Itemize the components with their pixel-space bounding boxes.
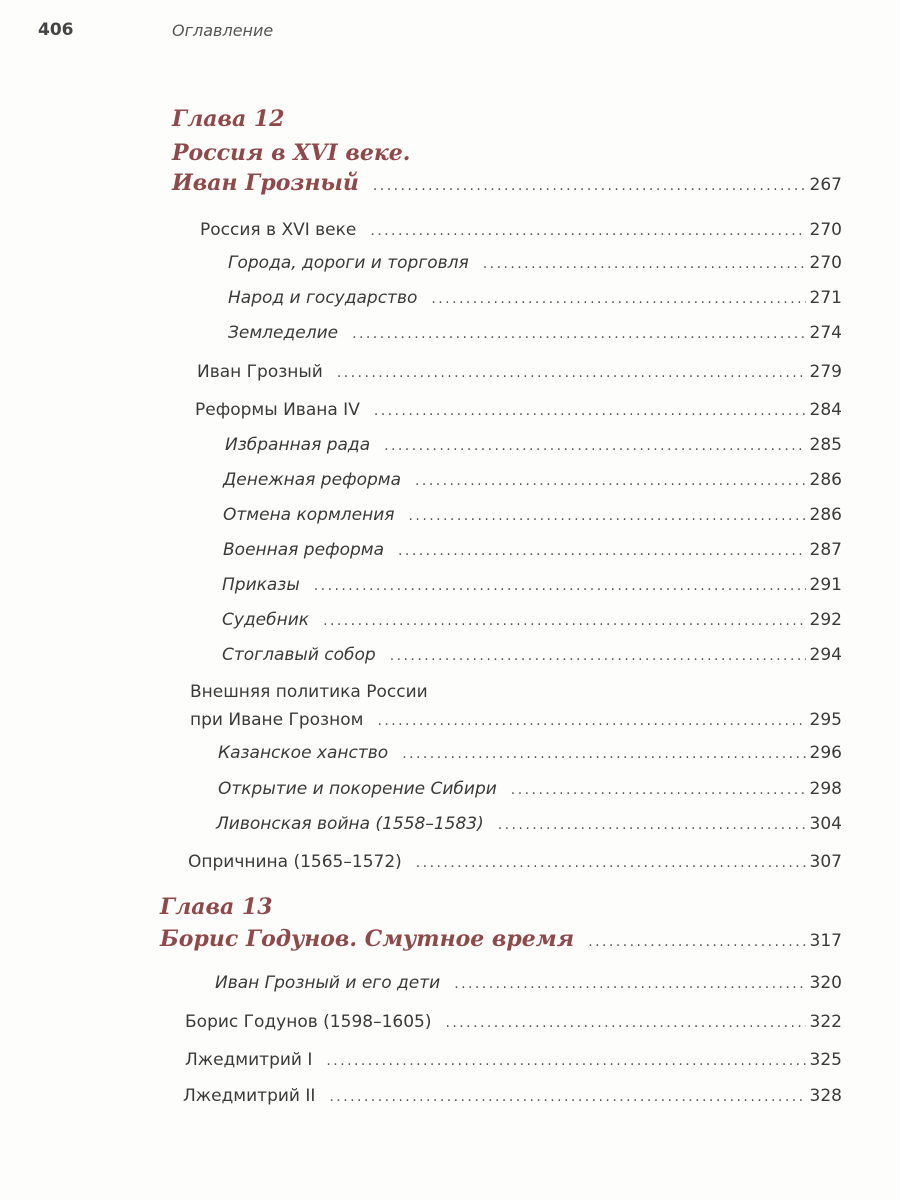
entry-page: 284	[809, 400, 842, 420]
toc-entry[interactable]	[185, 1011, 842, 1034]
toc-entry[interactable]	[197, 361, 842, 384]
dot-leader	[326, 1050, 805, 1072]
toc-entry[interactable]	[218, 742, 842, 765]
toc-entry[interactable]	[228, 322, 842, 345]
dot-leader	[409, 505, 806, 527]
toc-entry[interactable]	[195, 399, 842, 422]
entry-title: Иван Грозный	[197, 362, 323, 382]
entry-page: 320	[809, 973, 842, 993]
toc-entry[interactable]	[222, 644, 842, 667]
entry-page: 267	[809, 175, 842, 195]
toc-entry-chapter-13[interactable]	[160, 928, 842, 953]
entry-page: 328	[809, 1086, 842, 1106]
entry-page: 287	[809, 540, 842, 560]
entry-title: Военная реформа	[223, 540, 385, 560]
entry-title: Народ и государство	[228, 288, 418, 308]
entry-page: 298	[809, 779, 842, 799]
dot-leader	[445, 1012, 805, 1034]
entry-page: 279	[809, 362, 842, 382]
chapter-12-label: Глава 12	[172, 106, 285, 132]
dot-leader	[588, 931, 805, 953]
entry-title: Отмена кормления	[223, 505, 395, 525]
dot-leader	[498, 814, 806, 836]
dot-leader	[402, 743, 805, 765]
entry-title: Ливонская война (1558–1583)	[216, 814, 484, 834]
dot-leader	[384, 435, 805, 457]
entry-page: 291	[809, 575, 842, 595]
dot-leader	[415, 470, 806, 492]
entry-title: Лжедмитрий I	[185, 1050, 313, 1070]
toc-entry-chapter-12[interactable]	[172, 172, 842, 197]
entry-title: при Иване Грозном	[190, 710, 364, 730]
entry-page: 296	[809, 743, 842, 763]
entry-page: 294	[809, 645, 842, 665]
dot-leader	[352, 323, 805, 345]
toc-entry[interactable]	[190, 709, 842, 732]
dot-leader	[329, 1086, 805, 1108]
entry-title: Иван Грозный и его дети	[215, 973, 441, 993]
dot-leader	[390, 645, 806, 667]
dot-leader	[511, 779, 806, 801]
entry-page: 295	[809, 710, 842, 730]
entry-page: 292	[809, 610, 842, 630]
dot-leader	[373, 175, 806, 197]
dot-leader	[377, 710, 805, 732]
entry-title: Борис Годунов. Смутное время	[160, 926, 575, 952]
toc-entry[interactable]	[223, 469, 842, 492]
entry-page: 286	[809, 505, 842, 525]
entry-title: Казанское ханство	[218, 743, 389, 763]
dot-leader	[314, 575, 806, 597]
toc-entry[interactable]	[216, 813, 842, 836]
entry-page: 274	[809, 323, 842, 343]
entry-title: Денежная реформа	[223, 470, 402, 490]
entry-page: 285	[809, 435, 842, 455]
chapter-12-title-line1: Россия в XVI веке.	[172, 140, 411, 166]
dot-leader	[483, 253, 806, 275]
entry-title: Города, дороги и торговля	[228, 253, 469, 273]
entry-page: 317	[809, 931, 842, 951]
entry-title: Борис Годунов (1598–1605)	[185, 1012, 432, 1032]
dot-leader	[416, 852, 806, 874]
entry-page: 286	[809, 470, 842, 490]
entry-title: Опричнина (1565–1572)	[188, 852, 402, 872]
chapter-13-label: Глава 13	[160, 894, 273, 920]
dot-leader	[454, 973, 805, 995]
toc-entry[interactable]	[223, 504, 842, 527]
entry-page: 322	[809, 1012, 842, 1032]
dot-leader	[337, 362, 806, 384]
entry-page: 270	[809, 220, 842, 240]
dot-leader	[374, 400, 806, 422]
running-title: Оглавление	[172, 21, 274, 40]
toc-entry[interactable]	[200, 219, 842, 242]
toc-entry[interactable]	[225, 434, 842, 457]
toc-entry[interactable]	[222, 574, 842, 597]
entry-page: 304	[809, 814, 842, 834]
entry-title: Лжедмитрий II	[183, 1086, 316, 1106]
toc-entry[interactable]	[228, 252, 842, 275]
toc-entry[interactable]	[218, 778, 842, 801]
entry-page: 270	[809, 253, 842, 273]
toc-entry[interactable]	[185, 1049, 842, 1072]
entry-title: Иван Грозный	[172, 170, 359, 196]
entry-page: 271	[809, 288, 842, 308]
entry-title: Реформы Ивана IV	[195, 400, 360, 420]
toc-entry[interactable]	[223, 539, 842, 562]
entry-title: Приказы	[222, 575, 300, 595]
entry-title: Стоглавый собор	[222, 645, 376, 665]
entry-title: Открытие и покорение Сибири	[218, 779, 497, 799]
entry-page: 325	[809, 1050, 842, 1070]
page-number: 406	[38, 20, 74, 40]
entry-title: Россия в XVI веке	[200, 220, 357, 240]
dot-leader	[370, 220, 805, 242]
dot-leader	[398, 540, 806, 562]
entry-title: Судебник	[222, 610, 310, 630]
toc-entry[interactable]	[188, 851, 842, 874]
entry-title: Избранная рада	[225, 435, 371, 455]
toc-entry[interactable]	[183, 1085, 842, 1108]
entry-title: Земледелие	[228, 323, 339, 343]
toc-entry[interactable]	[215, 972, 842, 995]
entry-title-line1: Внешняя политика России	[190, 682, 428, 702]
dot-leader	[431, 288, 805, 310]
entry-page: 307	[809, 852, 842, 872]
toc-entry[interactable]	[228, 287, 842, 310]
toc-entry[interactable]	[222, 609, 842, 632]
dot-leader	[323, 610, 805, 632]
